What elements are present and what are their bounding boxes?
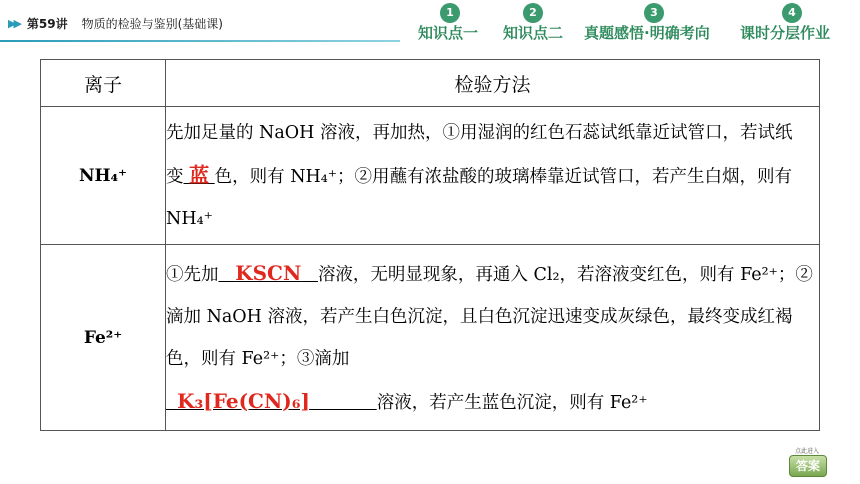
answer-blank [166, 388, 377, 413]
method-text: 溶液，无明显现象，再通入 Cl₂，若溶液变红色，则有 Fe²⁺；②滴加 NaOH 溶液，若产生白色沉淀，且白色沉淀迅速变成灰绿色，最终变成红褐色，则有 Fe²⁺；③滴加 [166, 264, 813, 369]
answer-text: K₃[Fe(CN)₆] [177, 388, 310, 413]
header-ion: 离子 [41, 60, 166, 107]
ion-test-table [40, 59, 820, 431]
answer-hint: 点此进入 [794, 448, 819, 455]
answer-blank [184, 162, 215, 187]
method-cell [166, 107, 820, 245]
answer-label: 答案 [789, 455, 827, 477]
nav-knowledge-1[interactable] [418, 0, 498, 48]
method-text: 色，则有 NH₄⁺；②用蘸有浓盐酸的玻璃棒靠近试管口，若产生白烟，则有 NH₄⁺ [166, 166, 793, 229]
method-text: 溶液，若产生蓝色沉淀，则有 Fe²⁺ [376, 392, 648, 413]
nav-label-3: 真题感悟·明确考向 [584, 24, 710, 42]
lesson-title: 物质的检验与鉴别(基础课) [81, 17, 223, 31]
ion-cell: Fe²⁺ [41, 245, 166, 431]
double-arrow-icon: ▶▶ [8, 17, 19, 30]
table-row [41, 245, 820, 431]
nav-badge-1: 1 [440, 3, 460, 23]
nav-badge-3: 3 [644, 3, 664, 23]
nav-badge-2: 2 [523, 3, 543, 23]
answer-text: 蓝 [189, 162, 210, 187]
answer-blank [219, 260, 318, 285]
answer-button[interactable] [786, 447, 828, 477]
method-text: 先加足量的 NaOH 溶液，再加热，①用湿润的红色石蕊试纸靠近试管口，若试纸变 [166, 122, 793, 187]
nav-exam-insight[interactable] [584, 0, 734, 48]
nav-label-1: 知识点一 [418, 24, 479, 42]
top-bar [0, 0, 860, 48]
nav-label-4: 课时分层作业 [740, 24, 831, 42]
nav-label-2: 知识点二 [503, 24, 564, 42]
nav-homework[interactable] [740, 0, 850, 48]
method-text: ①先加 [166, 264, 219, 285]
lesson-number: 第59讲 [26, 17, 68, 31]
nav-badge-4: 4 [782, 3, 802, 23]
header-method: 检验方法 [166, 60, 820, 107]
header-divider [0, 40, 400, 42]
lesson-header [8, 15, 223, 32]
method-cell [166, 245, 820, 431]
answer-text: KSCN [235, 260, 302, 285]
table-row [41, 107, 820, 245]
ion-cell: NH₄⁺ [41, 107, 166, 245]
nav-knowledge-2[interactable] [503, 0, 583, 48]
table-header-row [41, 60, 820, 107]
